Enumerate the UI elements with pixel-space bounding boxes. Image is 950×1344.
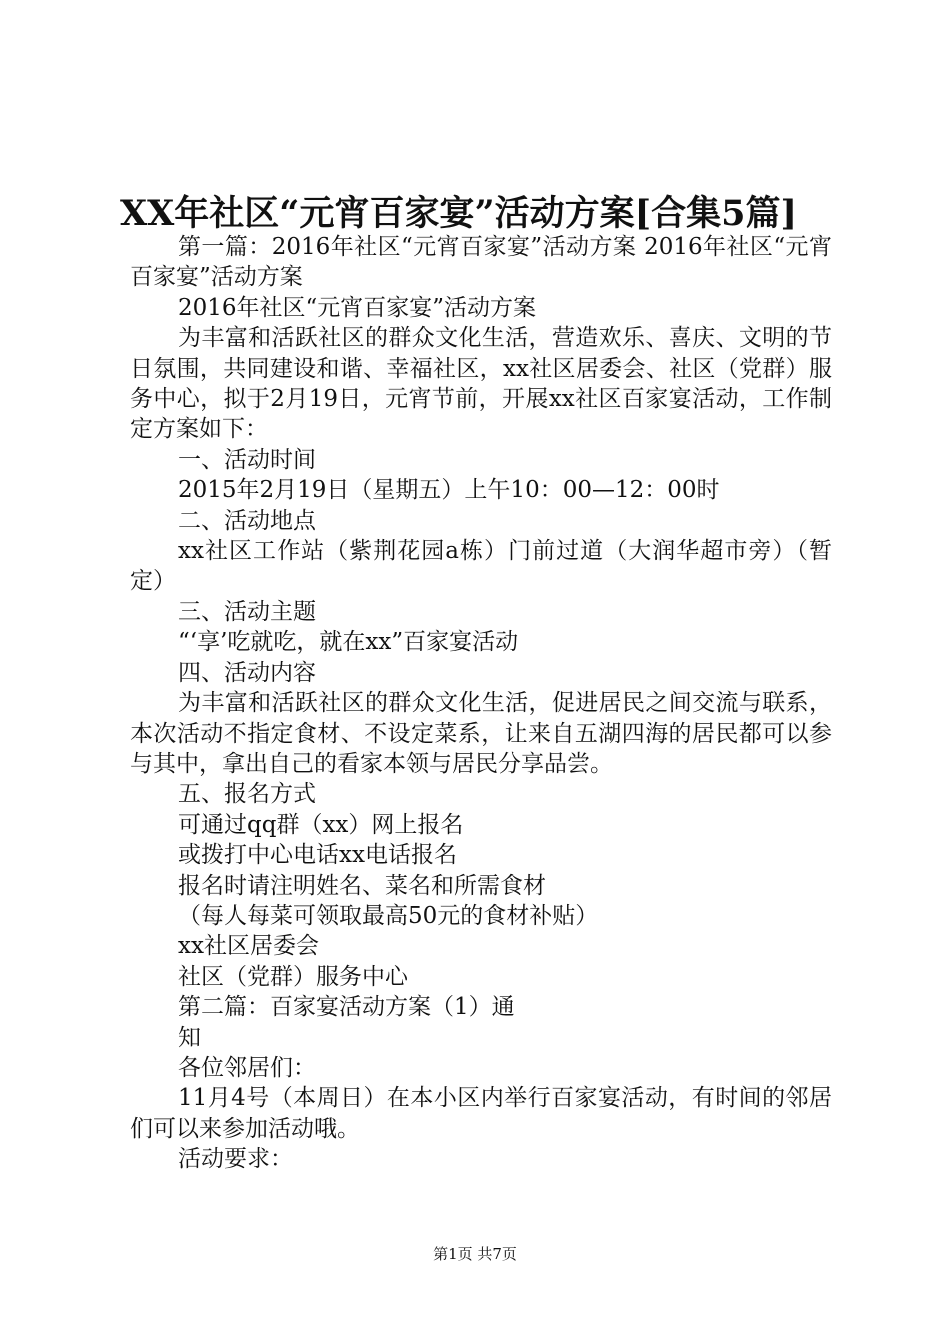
paragraph: 11月4号（本周日）在本小区内举行百家宴活动，有时间的邻居们可以来参加活动哦。 (130, 1085, 832, 1142)
section-heading: 一、活动时间 (178, 446, 316, 473)
section-heading: 第二篇：百家宴活动方案（1）通 (178, 994, 515, 1021)
section-heading: 二、活动地点 (178, 507, 316, 534)
paragraph: 报名时请注明姓名、菜名和所需食材 (178, 872, 546, 899)
document-body (130, 232, 832, 1175)
paragraph: 或拨打中心电话xx电话报名 (178, 842, 457, 869)
paragraph: 2015年2月19日（星期五）上午10：00—12：00时 (178, 477, 720, 504)
section-heading: 四、活动内容 (178, 659, 316, 686)
paragraph: （每人每菜可领取最高50元的食材补贴） (178, 902, 599, 929)
paragraph: 各位邻居们： (178, 1054, 316, 1081)
paragraph: 社区（党群）服务中心 (178, 963, 408, 990)
paragraph: 2016年社区“元宵百家宴”活动方案 (178, 294, 537, 321)
paragraph: 为丰富和活跃社区的群众文化生活，营造欢乐、喜庆、文明的节日氛围，共同建设和谐、幸福社区，xx社区居委会、社区（党群）服务中心，拟于2月19日，元宵节前，开展xx社区百家宴活动，工作制定方案如下： (130, 325, 832, 443)
paragraph: “‘享’吃就吃，就在xx”百家宴活动 (178, 629, 519, 656)
paragraph: xx社区工作站（紫荆花园a栋）门前过道（大润华超市旁）（暂定） (130, 538, 832, 595)
section-heading: 五、报名方式 (178, 781, 316, 808)
document-title: XX年社区“元宵百家宴”活动方案[合集5篇] (120, 193, 798, 234)
paragraph: 知 (178, 1024, 201, 1051)
paragraph: 可通过qq群（xx）网上报名 (178, 811, 464, 838)
section-heading: 三、活动主题 (178, 598, 316, 625)
paragraph: 活动要求： (178, 1146, 293, 1173)
paragraph: xx社区居委会 (178, 933, 319, 960)
page-footer: 第1页 共7页 (433, 1245, 517, 1263)
paragraph: 第一篇：2016年社区“元宵百家宴”活动方案 2016年社区“元宵百家宴”活动方案 (130, 234, 832, 291)
paragraph: 为丰富和活跃社区的群众文化生活，促进居民之间交流与联系，本次活动不指定食材、不设定菜系，让来自五湖四海的居民都可以参与其中，拿出自己的看家本领与居民分享品尝。 (130, 690, 832, 777)
